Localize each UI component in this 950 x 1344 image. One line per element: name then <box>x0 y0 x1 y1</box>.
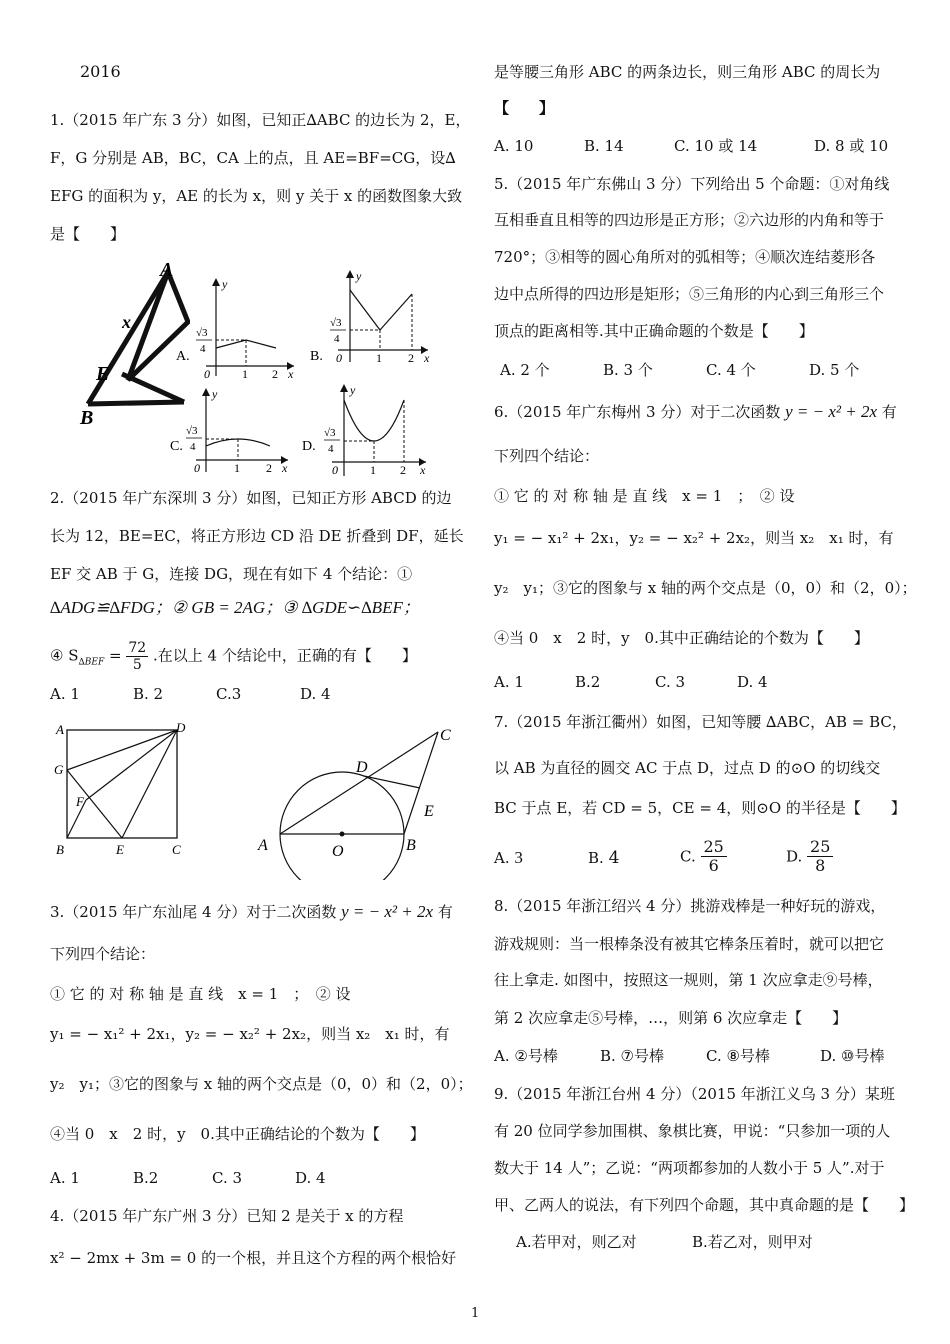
svg-text:1: 1 <box>376 351 382 365</box>
q6-line2: 下列四个结论： <box>494 447 600 465</box>
q8-line4: 第 2 次应拿走⑤号棒，…，则第 6 次应拿走【 】 <box>494 1009 848 1027</box>
svg-text:A: A <box>258 837 268 854</box>
q8-line3: 往上拿走. 如图中，按照这一规则，第 1 次应拿走⑨号棒， <box>494 971 883 989</box>
q6-line6: ④当 0 x 2 时，y 0.其中正确结论的个数为【 】 <box>494 629 869 647</box>
q3-line5: y₂ y₁；③它的图象与 x 轴的两个交点是（0，0）和（2，0）； <box>50 1075 473 1093</box>
q7-line3: BC 于点 E，若 CD = 5，CE = 4，则⊙O 的半径是【 】 <box>494 799 906 817</box>
q2-option-a: A. 1 <box>50 685 80 703</box>
svg-text:B: B <box>56 842 64 857</box>
svg-text:B: B <box>406 837 416 854</box>
svg-text:x: x <box>288 367 294 381</box>
q7-line1: 7.（2015 年浙江衢州）如图，已知等腰 ∆ABC，AB = BC， <box>494 713 907 731</box>
q3-line4: y₁ = − x₁² + 2x₁，y₂ = − x₂² + 2x₂，则当 x₂ x₁ 时，有 <box>50 1025 450 1043</box>
q2-line1: 2.（2015 年广东深圳 3 分）如图，已知正方形 ABCD 的边 <box>50 489 452 507</box>
q2-line2: 长为 12，BE=EC，将正方形边 CD 沿 DE 折叠到 DF，延长 <box>50 527 464 545</box>
q7-option-d: D. $\frac{25}{8}$ <box>786 838 833 875</box>
svg-text:1: 1 <box>234 461 240 475</box>
q6-option-c: C. 3 <box>655 673 686 691</box>
q4-option-c: C. 10 或 14 <box>674 137 758 155</box>
q1-line2: F，G 分别是 AB，BC，CA 上的点，且 AE=BF=CG，设∆ <box>50 149 456 167</box>
q8-line1: 8.（2015 年浙江绍兴 4 分）挑游戏棒是一种好玩的游戏， <box>494 897 886 915</box>
q5-line4: 边中点所得的四边形是矩形；⑤三角形的内心到三角形三个 <box>494 285 885 303</box>
q5-option-a: A. 2 个 <box>500 361 550 379</box>
svg-text:x: x <box>424 351 430 365</box>
q8-option-b: B. ⑦号棒 <box>600 1047 665 1065</box>
q2-line5: ④ $S_{\Delta BEF}$ = $\frac{72}{5}$ .在以上 4 个结论中，正确的有【 】 <box>50 640 417 673</box>
fraction-72-5: $\frac{72}{5}$ <box>128 640 147 673</box>
svg-text:y: y <box>356 269 362 283</box>
q8-option-d: D. ⑩号棒 <box>820 1047 885 1065</box>
q7-option-a: A. 3 <box>494 848 523 867</box>
svg-text:2: 2 <box>272 367 278 381</box>
graph-b-curve <box>350 290 412 330</box>
q4-line3: 是等腰三角形 ABC 的两条边长，则三角形 ABC 的周长为 <box>494 63 881 81</box>
svg-text:x: x <box>282 461 288 475</box>
q2-option-b: B. 2 <box>133 685 164 703</box>
label-B: B <box>80 407 94 429</box>
svg-text:0: 0 <box>336 351 342 365</box>
svg-text:2: 2 <box>400 463 406 477</box>
q3-line3: ① 它 的 对 称 轴 是 直 线 x = 1 ； ② 设 <box>50 985 351 1003</box>
svg-text:D: D <box>176 720 186 735</box>
q1-graph-d <box>302 382 438 486</box>
q5-option-c: C. 4 个 <box>706 361 756 379</box>
q7-option-c: C. $\frac{25}{6}$ <box>680 838 727 875</box>
q8-option-c: C. ⑧号棒 <box>706 1047 770 1065</box>
q9-line3: 数大于 14 人”；乙说：“两项都参加的人数小于 5 人”.对于 <box>494 1159 885 1177</box>
q5-line3: 720°；③相等的圆心角所对的弧相等；④顺次连结菱形各 <box>494 248 876 266</box>
q9-line2: 有 20 位同学参加围棋、象棋比赛，甲说：“只参加一项的人 <box>494 1122 891 1140</box>
svg-text:1: 1 <box>242 367 248 381</box>
option-b-label: B. <box>310 349 323 364</box>
q4-option-d: D. 8 或 10 <box>814 137 889 155</box>
svg-text:y: y <box>212 387 218 401</box>
q2-circle-figure <box>250 722 460 880</box>
q8-line2: 游戏规则：当一根棒条没有被其它棒条压着时，就可以把它 <box>494 935 885 953</box>
svg-text:√3: √3 <box>196 327 208 339</box>
q2-square-figure <box>52 720 194 860</box>
q4-line4: 【 】 <box>494 99 555 117</box>
q9-line1: 9.（2015 年浙江台州 4 分）（2015 年浙江义乌 3 分）某班 <box>494 1085 895 1103</box>
option-c-label: C. <box>170 439 183 454</box>
q7-line2: 以 AB 为直径的圆交 AC 于点 D，过点 D 的⊙O 的切线交 <box>494 759 881 777</box>
option-d-label: D. <box>302 439 316 454</box>
q4-option-a: A. 10 <box>494 137 534 155</box>
q6-line1: 6.（2015 年广东梅州 3 分）对于二次函数 y = − x² + 2x 有 <box>494 402 897 421</box>
q5-option-b: B. 3 个 <box>603 361 653 379</box>
q9-line4: 甲、乙两人的说法，有下列四个命题，其中真命题的是【 】 <box>494 1196 915 1214</box>
svg-text:C: C <box>172 842 181 857</box>
svg-text:4: 4 <box>200 343 206 355</box>
svg-text:√3: √3 <box>324 427 336 439</box>
q5-option-d: D. 5 个 <box>809 361 860 379</box>
q3-line2: 下列四个结论： <box>50 945 156 963</box>
svg-text:√3: √3 <box>330 317 342 329</box>
svg-text:F: F <box>76 794 84 809</box>
label-A: A <box>160 262 174 281</box>
q3-option-d: D. 4 <box>295 1169 326 1187</box>
option-a-label: A. <box>176 349 190 364</box>
q5-line1: 5.（2015 年广东佛山 3 分）下列给出 5 个命题：①对角线 <box>494 175 890 193</box>
svg-text:4: 4 <box>328 443 334 455</box>
q3-option-c: C. 3 <box>212 1169 243 1187</box>
page-number: 1 <box>471 1306 480 1321</box>
q6-option-d: D. 4 <box>737 673 768 691</box>
svg-text:2: 2 <box>408 351 414 365</box>
q2-line3: EF 交 AB 于 G，连接 DG，现在有如下 4 个结论：① <box>50 565 413 583</box>
svg-text:√3: √3 <box>186 425 198 437</box>
q4-line2: x² − 2mx + 3m = 0 的一个根，并且这个方程的两个根恰好 <box>50 1249 457 1267</box>
q3-option-b: B.2 <box>133 1169 159 1187</box>
svg-text:y: y <box>222 277 228 291</box>
q1-graph-b <box>308 266 438 378</box>
label-x: x <box>122 312 131 332</box>
q8-option-a: A. ②号棒 <box>494 1047 558 1065</box>
q1-graph-c <box>170 384 300 484</box>
svg-text:4: 4 <box>334 333 340 345</box>
svg-text:0: 0 <box>204 367 210 381</box>
q3-line1: 3.（2015 年广东汕尾 4 分）对于二次函数 y = − x² + 2x 有 <box>50 902 453 921</box>
q3-line6: ④当 0 x 2 时，y 0.其中正确结论的个数为【 】 <box>50 1125 425 1143</box>
svg-text:x: x <box>420 463 426 477</box>
q2-option-c: C.3 <box>216 685 242 703</box>
svg-text:2: 2 <box>266 461 272 475</box>
q1-line1: 1.（2015 年广东 3 分）如图，已知正∆ABC 的边长为 2，E， <box>50 111 471 129</box>
page-year: 2016 <box>80 62 121 81</box>
q7-option-b: B. 4 <box>588 848 620 868</box>
q9-option-a: A.若甲对，则乙对 <box>516 1233 637 1251</box>
graph-d-curve <box>344 400 404 441</box>
svg-text:0: 0 <box>332 463 338 477</box>
label-E: E <box>96 363 110 385</box>
svg-text:4: 4 <box>190 441 196 453</box>
q4-line1: 4.（2015 年广东广州 3 分）已知 2 是关于 x 的方程 <box>50 1207 404 1225</box>
q1-graph-a <box>176 270 306 382</box>
svg-text:0: 0 <box>194 461 200 475</box>
q5-line2: 互相垂直且相等的四边形是正方形；②六边形的内角和等于 <box>494 211 885 229</box>
svg-text:C: C <box>440 727 451 744</box>
q9-option-b: B.若乙对，则甲对 <box>692 1233 813 1251</box>
q6-option-b: B.2 <box>575 673 601 691</box>
svg-text:G: G <box>54 762 64 777</box>
q2-line4: ∆ADG≌∆FDG；② GB = 2AG；③ ∆GDE∽∆BEF； <box>50 598 420 617</box>
svg-text:E: E <box>424 803 434 820</box>
q2-option-d: D. 4 <box>300 685 331 703</box>
q6-option-a: A. 1 <box>494 673 524 691</box>
svg-text:1: 1 <box>370 463 376 477</box>
svg-text:O: O <box>332 843 344 860</box>
svg-text:A: A <box>56 722 64 737</box>
q6-line3: ① 它 的 对 称 轴 是 直 线 x = 1 ； ② 设 <box>494 487 795 505</box>
q6-line4: y₁ = − x₁² + 2x₁，y₂ = − x₂² + 2x₂，则当 x₂ x₁ 时，有 <box>494 529 894 547</box>
svg-text:y: y <box>350 383 356 397</box>
svg-text:D: D <box>356 759 368 776</box>
q4-option-b: B. 14 <box>584 137 624 155</box>
q6-line5: y₂ y₁；③它的图象与 x 轴的两个交点是（0，0）和（2，0）； <box>494 579 917 597</box>
q1-line4: 是【 】 <box>50 225 126 243</box>
q3-option-a: A. 1 <box>50 1169 80 1187</box>
svg-text:E: E <box>116 842 124 857</box>
q5-line5: 顶点的距离相等.其中正确命题的个数是【 】 <box>494 322 814 340</box>
q1-line3: EFG 的面积为 y，AE 的长为 x，则 y 关于 x 的函数图象大致 <box>50 187 463 205</box>
